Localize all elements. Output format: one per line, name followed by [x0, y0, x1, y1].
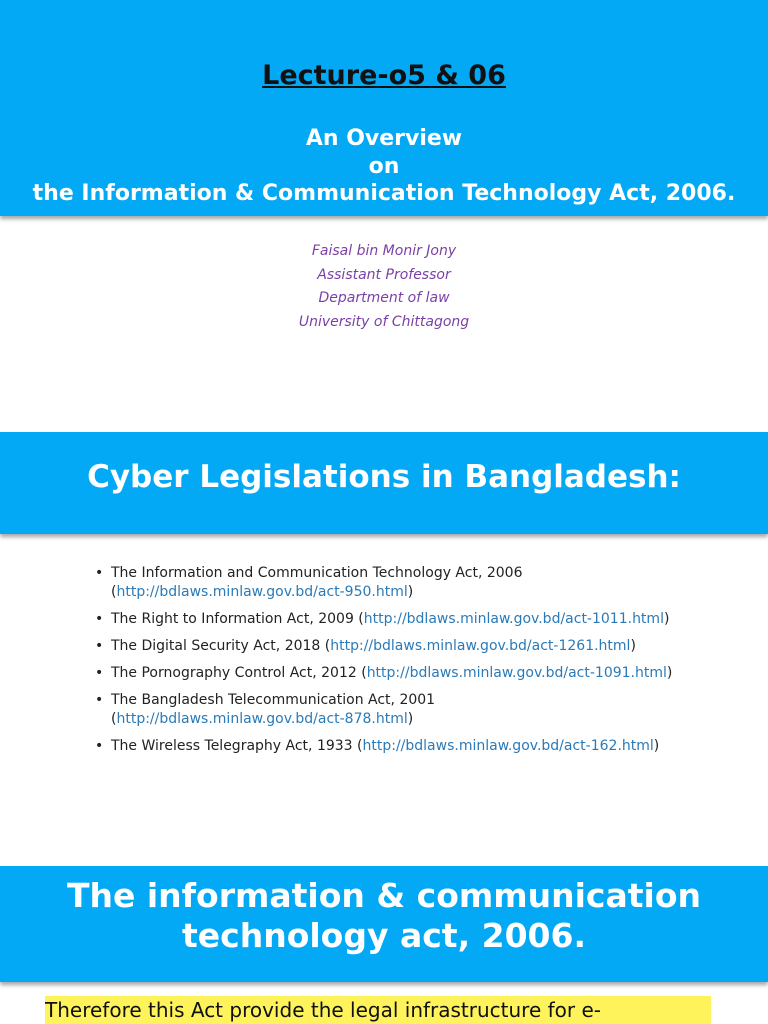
- law-name: The Pornography Control Act, 2012: [111, 665, 362, 681]
- list-item: • The Wireless Telegraphy Act, 1933 (http://bdlaws.minlaw.gov.bd/act-162.html): [95, 738, 660, 754]
- highlighted-text: Therefore this Act provide the legal infrastructure for e-: [45, 996, 711, 1024]
- bullet: •: [95, 665, 104, 681]
- ict-act-band: [0, 866, 768, 982]
- law-link[interactable]: http://bdlaws.minlaw.gov.bd/act-162.html: [362, 738, 654, 754]
- list-item: • The Pornography Control Act, 2012 (http://bdlaws.minlaw.gov.bd/act-1091.html): [95, 665, 673, 681]
- law-link[interactable]: http://bdlaws.minlaw.gov.bd/act-1091.html: [366, 665, 667, 681]
- lecture-title: Lecture-o5 & 06: [262, 60, 506, 91]
- law-name: The Information and Communication Technology Act, 2006: [111, 565, 523, 581]
- bullet: •: [95, 565, 104, 581]
- bullet: •: [95, 638, 104, 654]
- legislation-title: Cyber Legislations in Bangladesh:: [87, 459, 681, 495]
- bullet: •: [95, 611, 104, 627]
- law-name: The Right to Information Act, 2009: [111, 611, 359, 627]
- law-link[interactable]: http://bdlaws.minlaw.gov.bd/act-1261.html: [330, 638, 631, 654]
- bullet: •: [95, 692, 104, 708]
- author-university: University of Chittagong: [298, 313, 470, 330]
- title-slide: [0, 0, 768, 430]
- cyber-legislation-slide: [0, 432, 768, 864]
- overview-line-1: An Overview: [305, 126, 463, 151]
- list-item: • The Right to Information Act, 2009 (http://bdlaws.minlaw.gov.bd/act-1011.html): [95, 611, 670, 627]
- law-name: The Bangladesh Telecommunication Act, 2001: [111, 692, 436, 708]
- law-link[interactable]: http://bdlaws.minlaw.gov.bd/act-950.html: [116, 584, 408, 600]
- law-name: The Digital Security Act, 2018: [111, 638, 325, 654]
- author-department: Department of law: [318, 290, 450, 306]
- author-block: [0, 240, 768, 334]
- ict-act-slide: [0, 866, 768, 1024]
- law-link[interactable]: http://bdlaws.minlaw.gov.bd/act-1011.html: [363, 611, 664, 627]
- ict-act-title: [0, 876, 768, 956]
- overview-line-2: on: [368, 154, 400, 179]
- author-title: Assistant Professor: [317, 266, 451, 283]
- bullet: •: [95, 738, 104, 754]
- law-name: The Wireless Telegraphy Act, 1933: [111, 738, 358, 754]
- legislation-band: [0, 432, 768, 534]
- list-item: • The Digital Security Act, 2018 (http://bdlaws.minlaw.gov.bd/act-1261.html): [95, 638, 636, 654]
- ict-act-title-line-2: technology act, 2006.: [182, 916, 586, 955]
- list-item: • The Bangladesh Telecommunication Act, 2001 (http://bdlaws.minlaw.gov.bd/act-878.html): [95, 692, 436, 727]
- list-item: • The Information and Communication Technology Act, 2006 (http://bdlaws.minlaw.gov.bd/act-950.html): [95, 565, 523, 600]
- author-name: Faisal bin Monir Jony: [311, 243, 457, 259]
- ict-act-title-line-1: The information & communication: [66, 876, 702, 915]
- law-list: [95, 564, 715, 764]
- law-link[interactable]: http://bdlaws.minlaw.gov.bd/act-878.html: [116, 711, 408, 727]
- title-band: [0, 0, 768, 216]
- overview-line-3: the Information & Communication Technology Act, 2006.: [32, 181, 736, 206]
